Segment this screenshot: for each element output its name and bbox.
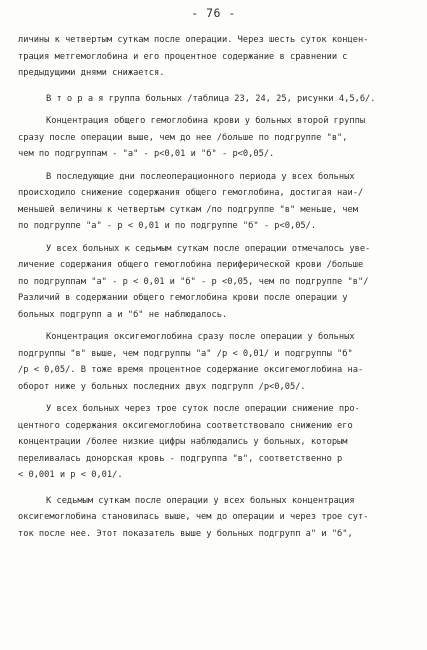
- text-line: чем по подгруппам - "а" - р<0,01 и "б" - р<0,05/.: [18, 149, 275, 159]
- paragraph-oxyhemoglobin-concentration: [18, 329, 417, 395]
- paragraph-seventh-day-increase: [18, 241, 417, 324]
- page-number: - 76 -: [191, 6, 236, 20]
- text-line: У всех больных через трое суток после операции снижение про-: [46, 404, 360, 414]
- text-line: центного содержания оксигемоглобина соответствовало снижению его: [18, 420, 353, 431]
- text-line: сразу после операции выше, чем до нее /больше по подгруппе "в",: [18, 132, 348, 143]
- text-line: подгруппы "в" выше, чем подгруппы "а" /р < 0,01/ и подгруппы "б": [18, 348, 353, 359]
- text-line: В т о р а я группа больных /таблица 23, 24, 25, рисунки 4,5,6/.: [46, 93, 376, 104]
- text-line: Концентрация оксигемоглобина сразу после операции у больных: [46, 332, 355, 342]
- text-line: оксигемоглобина становилась выше, чем до операции и через трое сут-: [18, 512, 369, 522]
- text-line: ток после нее. Этот показатель выше у больных подгрупп а" и "б",: [18, 528, 353, 539]
- document-body: [18, 32, 417, 542]
- text-line: У всех больных к седьмым суткам после операции отмечалось уве-: [46, 243, 371, 254]
- text-line: оборот ниже у больных последних двух подгрупп /р<0,05/.: [18, 381, 306, 392]
- text-line: концентрации /более низкие цифры наблюдались у больных, которым: [18, 437, 348, 447]
- paragraph-three-days-decrease: [18, 401, 417, 484]
- text-line: /р < 0,05/. В тоже время процентное содержание оксигемоглобина на-: [18, 365, 364, 375]
- text-line: происходило снижение содержания общего гемоглобина, достигая наи-/: [18, 188, 364, 198]
- text-line: Различий в содержании общего гемоглобина крови после операции у: [18, 293, 348, 303]
- section-heading-second-group: [18, 91, 417, 108]
- text-line: Концентрация общего гемоглобина крови у больных второй группы: [46, 116, 366, 126]
- text-line: В последующие дни послеоперационного периода у всех больных: [46, 171, 355, 182]
- text-line: меньшей величины к четвертым суткам /по подгруппе "в" меньше, чем: [18, 204, 358, 215]
- paragraph-hemoglobin-after-surgery: [18, 113, 417, 163]
- text-line: переливалась донорская кровь - подгруппа "в", соответственно р: [18, 453, 343, 464]
- text-line: К седьмым суткам после операции у всех больных концентрация: [46, 495, 355, 506]
- text-line: больных подгрупп а и "б" не наблюдалось.: [18, 309, 228, 320]
- text-line: предыдущими днями снижается.: [18, 68, 165, 78]
- text-line: по подгруппам "а" - р < 0,01 и "б" - р <0,05, чем по подгруппе "в"/: [18, 276, 369, 287]
- text-line: личение содержания общего гемоглобина периферической крови /больше: [18, 260, 364, 270]
- text-line: личины к четвертым суткам после операции. Через шесть суток концен-: [18, 35, 369, 45]
- text-line: < 0,001 и р < 0,01/.: [18, 470, 123, 480]
- paragraph-seventh-day-oxyhemoglobin: [18, 493, 417, 543]
- text-line: по подгруппе "а" - р < 0,01 и по подгруппе "б" - р<0,05/.: [18, 221, 317, 231]
- text-line: трация метгемоглобина и его процентное содержание в сравнении с: [18, 51, 348, 62]
- paragraph-postoperative-decrease: [18, 169, 417, 235]
- paragraph-continuation: [18, 32, 417, 82]
